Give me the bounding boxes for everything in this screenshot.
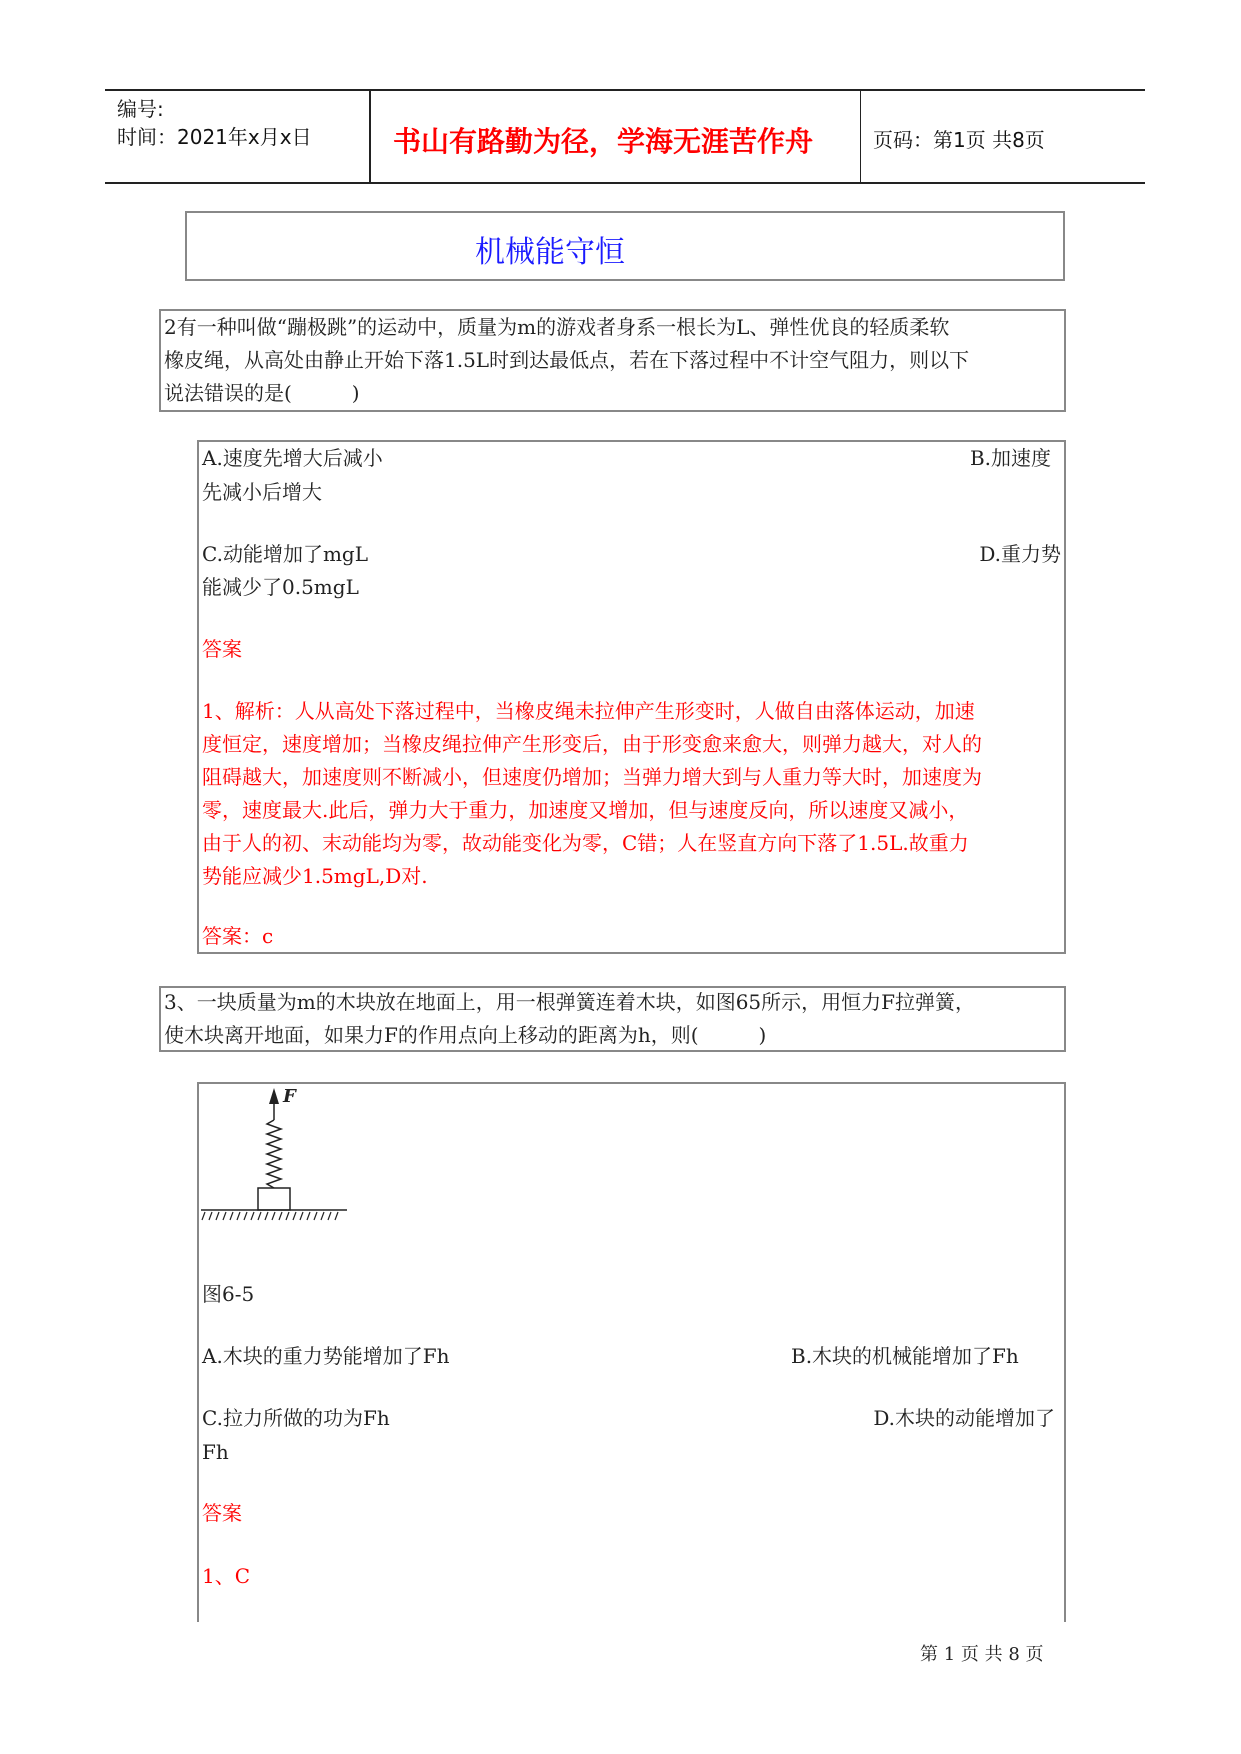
block-icon — [258, 1188, 290, 1210]
option-d-continued: 能减少了0.5mgL — [202, 575, 359, 599]
option-a: A.木块的重力势能增加了Fh — [202, 1344, 450, 1368]
answer-heading: 答案 — [202, 1501, 242, 1525]
analysis-line: 度恒定，速度增加；当橡皮绳拉伸产生形变后，由于形变愈来愈大，则弹力越大，对人的 — [202, 732, 982, 756]
question-2-line: 2有一种叫做“蹦极跳”的运动中，质量为m的游戏者身系一根长为L、弹性优良的轻质柔软 — [164, 315, 950, 339]
header-top-rule — [105, 89, 1145, 91]
footer-page-number: 第 1 页 共 8 页 — [920, 1644, 1044, 1665]
serial-label: 编号: — [117, 97, 164, 121]
question-3-line: 3、一块质量为m的木块放在地面上，用一根弹簧连着木块，如图65所示，用恒力F拉弹簧， — [164, 990, 976, 1014]
final-answer: 答案：c — [202, 924, 274, 948]
force-arrow-icon — [269, 1088, 279, 1104]
motto: 书山有路勤为径，学海无涯苦作舟 — [393, 125, 814, 158]
header-bottom-rule — [105, 182, 1145, 184]
option-b: B.加速度 — [969, 446, 1051, 470]
option-b-continued: 先减小后增大 — [202, 480, 322, 504]
analysis-line: 势能应减少1.5mgL,D对. — [202, 864, 428, 888]
question-2-line: 橡皮绳，从高处由静止开始下落1.5L时到达最低点，若在下落过程中不计空气阻力，则以下 — [164, 348, 970, 372]
option-d-continued: Fh — [202, 1440, 229, 1464]
option-b: B.木块的机械能增加了Fh — [791, 1344, 1019, 1368]
analysis-line: 1、解析：人从高处下落过程中，当橡皮绳未拉伸产生形变时，人做自由落体运动，加速 — [202, 699, 975, 723]
analysis-line: 零，速度最大.此后，弹力大于重力，加速度又增加，但与速度反向，所以速度又减小， — [202, 798, 969, 822]
figure-caption: 图6-5 — [202, 1282, 255, 1306]
option-a: A.速度先增大后减小 — [202, 446, 383, 470]
option-d: D.重力势 — [979, 542, 1061, 566]
title-box — [185, 211, 1065, 281]
final-answer: 1、C — [202, 1564, 251, 1588]
date-label: 时间：2021年x月x日 — [117, 125, 312, 149]
page-title: 机械能守恒 — [475, 235, 625, 270]
option-d: D.木块的动能增加了 — [873, 1406, 1055, 1430]
option-c: C.拉力所做的功为Fh — [202, 1406, 390, 1430]
spring-block-figure — [199, 1084, 359, 1244]
header-divider — [860, 89, 861, 183]
header-divider — [369, 89, 371, 183]
analysis-line: 由于人的初、末动能均为零，故动能变化为零，C错；人在竖直方向下落了1.5L.故重力 — [202, 831, 969, 855]
question-2-line: 说法错误的是( ) — [164, 381, 360, 405]
analysis-line: 阻碍越大，加速度则不断减小，但速度仍增加；当弹力增大到与人重力等大时，加速度为 — [202, 765, 982, 789]
spring-icon — [267, 1120, 281, 1188]
force-label: F — [283, 1086, 296, 1107]
question-3-line: 使木块离开地面，如果力F的作用点向上移动的距离为h，则( ) — [164, 1023, 767, 1047]
option-c: C.动能增加了mgL — [202, 542, 368, 566]
page-info: 页码：第1页 共8页 — [873, 128, 1045, 152]
answer-heading: 答案 — [202, 637, 242, 661]
